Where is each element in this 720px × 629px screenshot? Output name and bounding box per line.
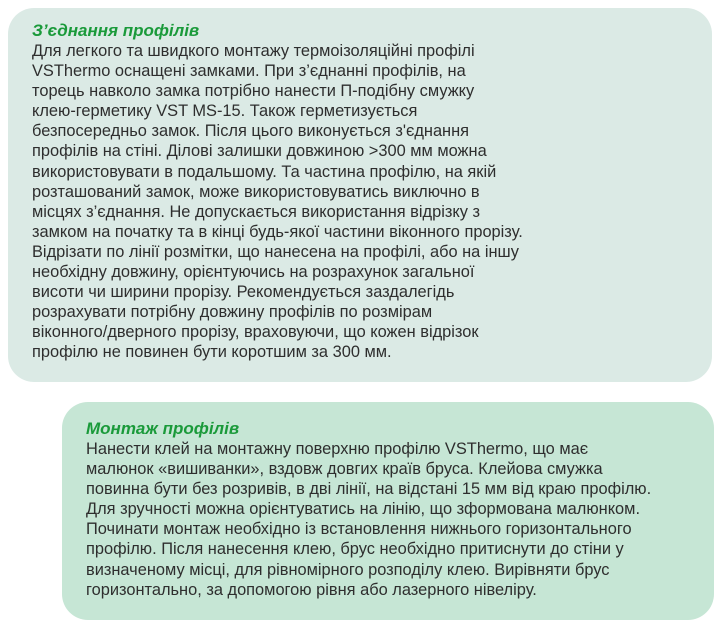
text-line: безпосередньо замок. Після цього виконується з'єднання bbox=[32, 122, 470, 141]
section-body bbox=[86, 439, 694, 600]
text-line: Для легкого та швидкого монтажу термоізоляційні профілі bbox=[32, 42, 475, 60]
text-line: висоти чи ширини прорізу. Рекомендується заздалегідь bbox=[32, 283, 455, 302]
text-line: профілів на стіні. Ділові залишки довжиною >300 мм можна bbox=[32, 142, 487, 161]
text-line: необхідну довжину, орієнтуючись на розрахунок загальної bbox=[32, 263, 475, 282]
text-line: VSThermo оснащені замками. При з’єднанні профілів, на bbox=[32, 62, 466, 81]
text-line: Відрізати по лінії розмітки, що нанесена на профілі, або на іншу bbox=[32, 242, 519, 261]
text-line: місцях з’єднання. Не допускається використання відрізку з bbox=[32, 202, 480, 221]
text-line: використовувати в подальшому. Та частина профілю, на якій bbox=[32, 162, 497, 181]
text-line: клею-герметику VST MS-15. Також герметизується bbox=[32, 102, 418, 121]
text-line: Нанести клей на монтажну поверхню профілю VSThermo, що має bbox=[86, 440, 589, 458]
section-mounting-profiles bbox=[62, 402, 714, 620]
section-joining-profiles bbox=[8, 8, 712, 382]
text-line: профілю не повинен бути коротшим за 300 мм. bbox=[32, 343, 392, 362]
text-line: горизонтально, за допомогою рівня або лазерного нівеліру. bbox=[86, 580, 537, 599]
text-line: розрахувати потрібну довжину профілів по розмірам bbox=[32, 303, 433, 322]
text-line: торець навколо замка потрібно нанести П-подібну смужку bbox=[32, 82, 475, 101]
text-line: визначеному місці, для рівномірного розподілу клею. Вирівняти брус bbox=[86, 560, 610, 579]
text-line: Для зручності можна орієнтуватись на лінію, що зформована малюнком. bbox=[86, 500, 640, 519]
section-title: З’єднання профілів bbox=[32, 21, 200, 40]
text-line: замком на початку та в кінці будь-якої частини віконного прорізу. bbox=[32, 222, 523, 241]
text-line: повинна бути без розривів, в дві лінії, на відстані 15 мм від краю профілю. bbox=[86, 480, 652, 499]
text-line: віконного/дверного прорізу, враховуючи, що кожен відрізок bbox=[32, 323, 479, 342]
text-line: Починати монтаж необхідно із встановлення нижнього горизонтального bbox=[86, 520, 632, 539]
text-line: профілю. Після нанесення клею, брус необхідно притиснути до стіни у bbox=[86, 540, 624, 559]
section-title: Монтаж профілів bbox=[86, 419, 240, 438]
text-line: малюнок «вишиванки», вздовж довгих країв бруса. Клейова смужка bbox=[86, 460, 603, 479]
text-line: розташований замок, може використовуватись виключно в bbox=[32, 182, 480, 201]
section-body bbox=[32, 41, 692, 363]
